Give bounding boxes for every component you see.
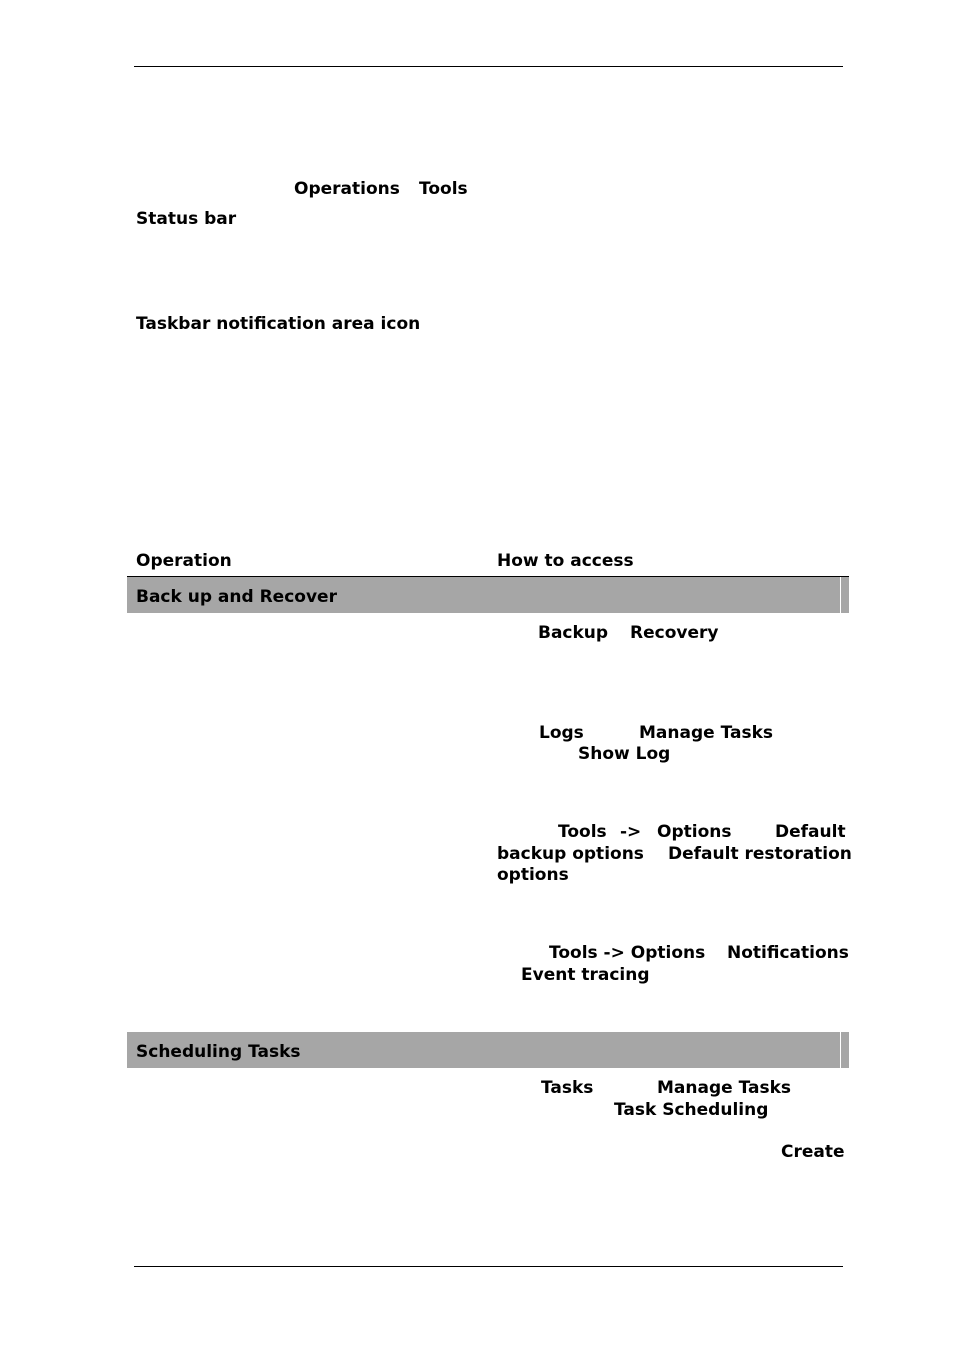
- notifications-term: Notifications: [727, 943, 849, 963]
- backup-term: Backup: [538, 623, 609, 643]
- tools-term: Tools: [558, 822, 607, 842]
- manage-tasks-term-2: Manage Tasks: [657, 1078, 791, 1098]
- arrow-term: ->: [620, 822, 642, 842]
- backup-options-term: backup options: [497, 844, 644, 864]
- band-divider: [840, 1032, 841, 1068]
- event-tracing-term: Event tracing: [521, 965, 650, 985]
- tools-options-term: Tools -> Options: [549, 943, 706, 963]
- create-term: Create: [781, 1142, 845, 1162]
- section-band-backup: [127, 577, 849, 613]
- footer-rule: [134, 1266, 843, 1267]
- show-log-term: Show Log: [578, 744, 671, 764]
- default-term: Default: [775, 822, 846, 842]
- options-term: Options: [657, 822, 732, 842]
- recovery-term: Recovery: [630, 623, 719, 643]
- default-restoration-term: Default restoration: [668, 844, 852, 864]
- status-bar-term: Status bar: [136, 209, 237, 229]
- section-band-scheduling: [127, 1032, 849, 1068]
- task-scheduling-term: Task Scheduling: [614, 1100, 769, 1120]
- menu-operations-term: Operations: [294, 179, 400, 199]
- menu-tools-term: Tools: [419, 179, 468, 199]
- taskbar-icon-term: Taskbar notification area icon: [136, 314, 421, 334]
- logs-term: Logs: [539, 723, 584, 743]
- tasks-term: Tasks: [541, 1078, 594, 1098]
- col-operation-header: Operation: [136, 551, 232, 571]
- restoration-options-term: options: [497, 865, 569, 885]
- section-backup-label: Back up and Recover: [136, 587, 337, 607]
- section-scheduling-label: Scheduling Tasks: [136, 1042, 301, 1062]
- band-divider: [840, 577, 841, 613]
- manage-tasks-term: Manage Tasks: [639, 723, 773, 743]
- header-rule: [134, 66, 843, 67]
- col-how-to-access-header: How to access: [497, 551, 634, 571]
